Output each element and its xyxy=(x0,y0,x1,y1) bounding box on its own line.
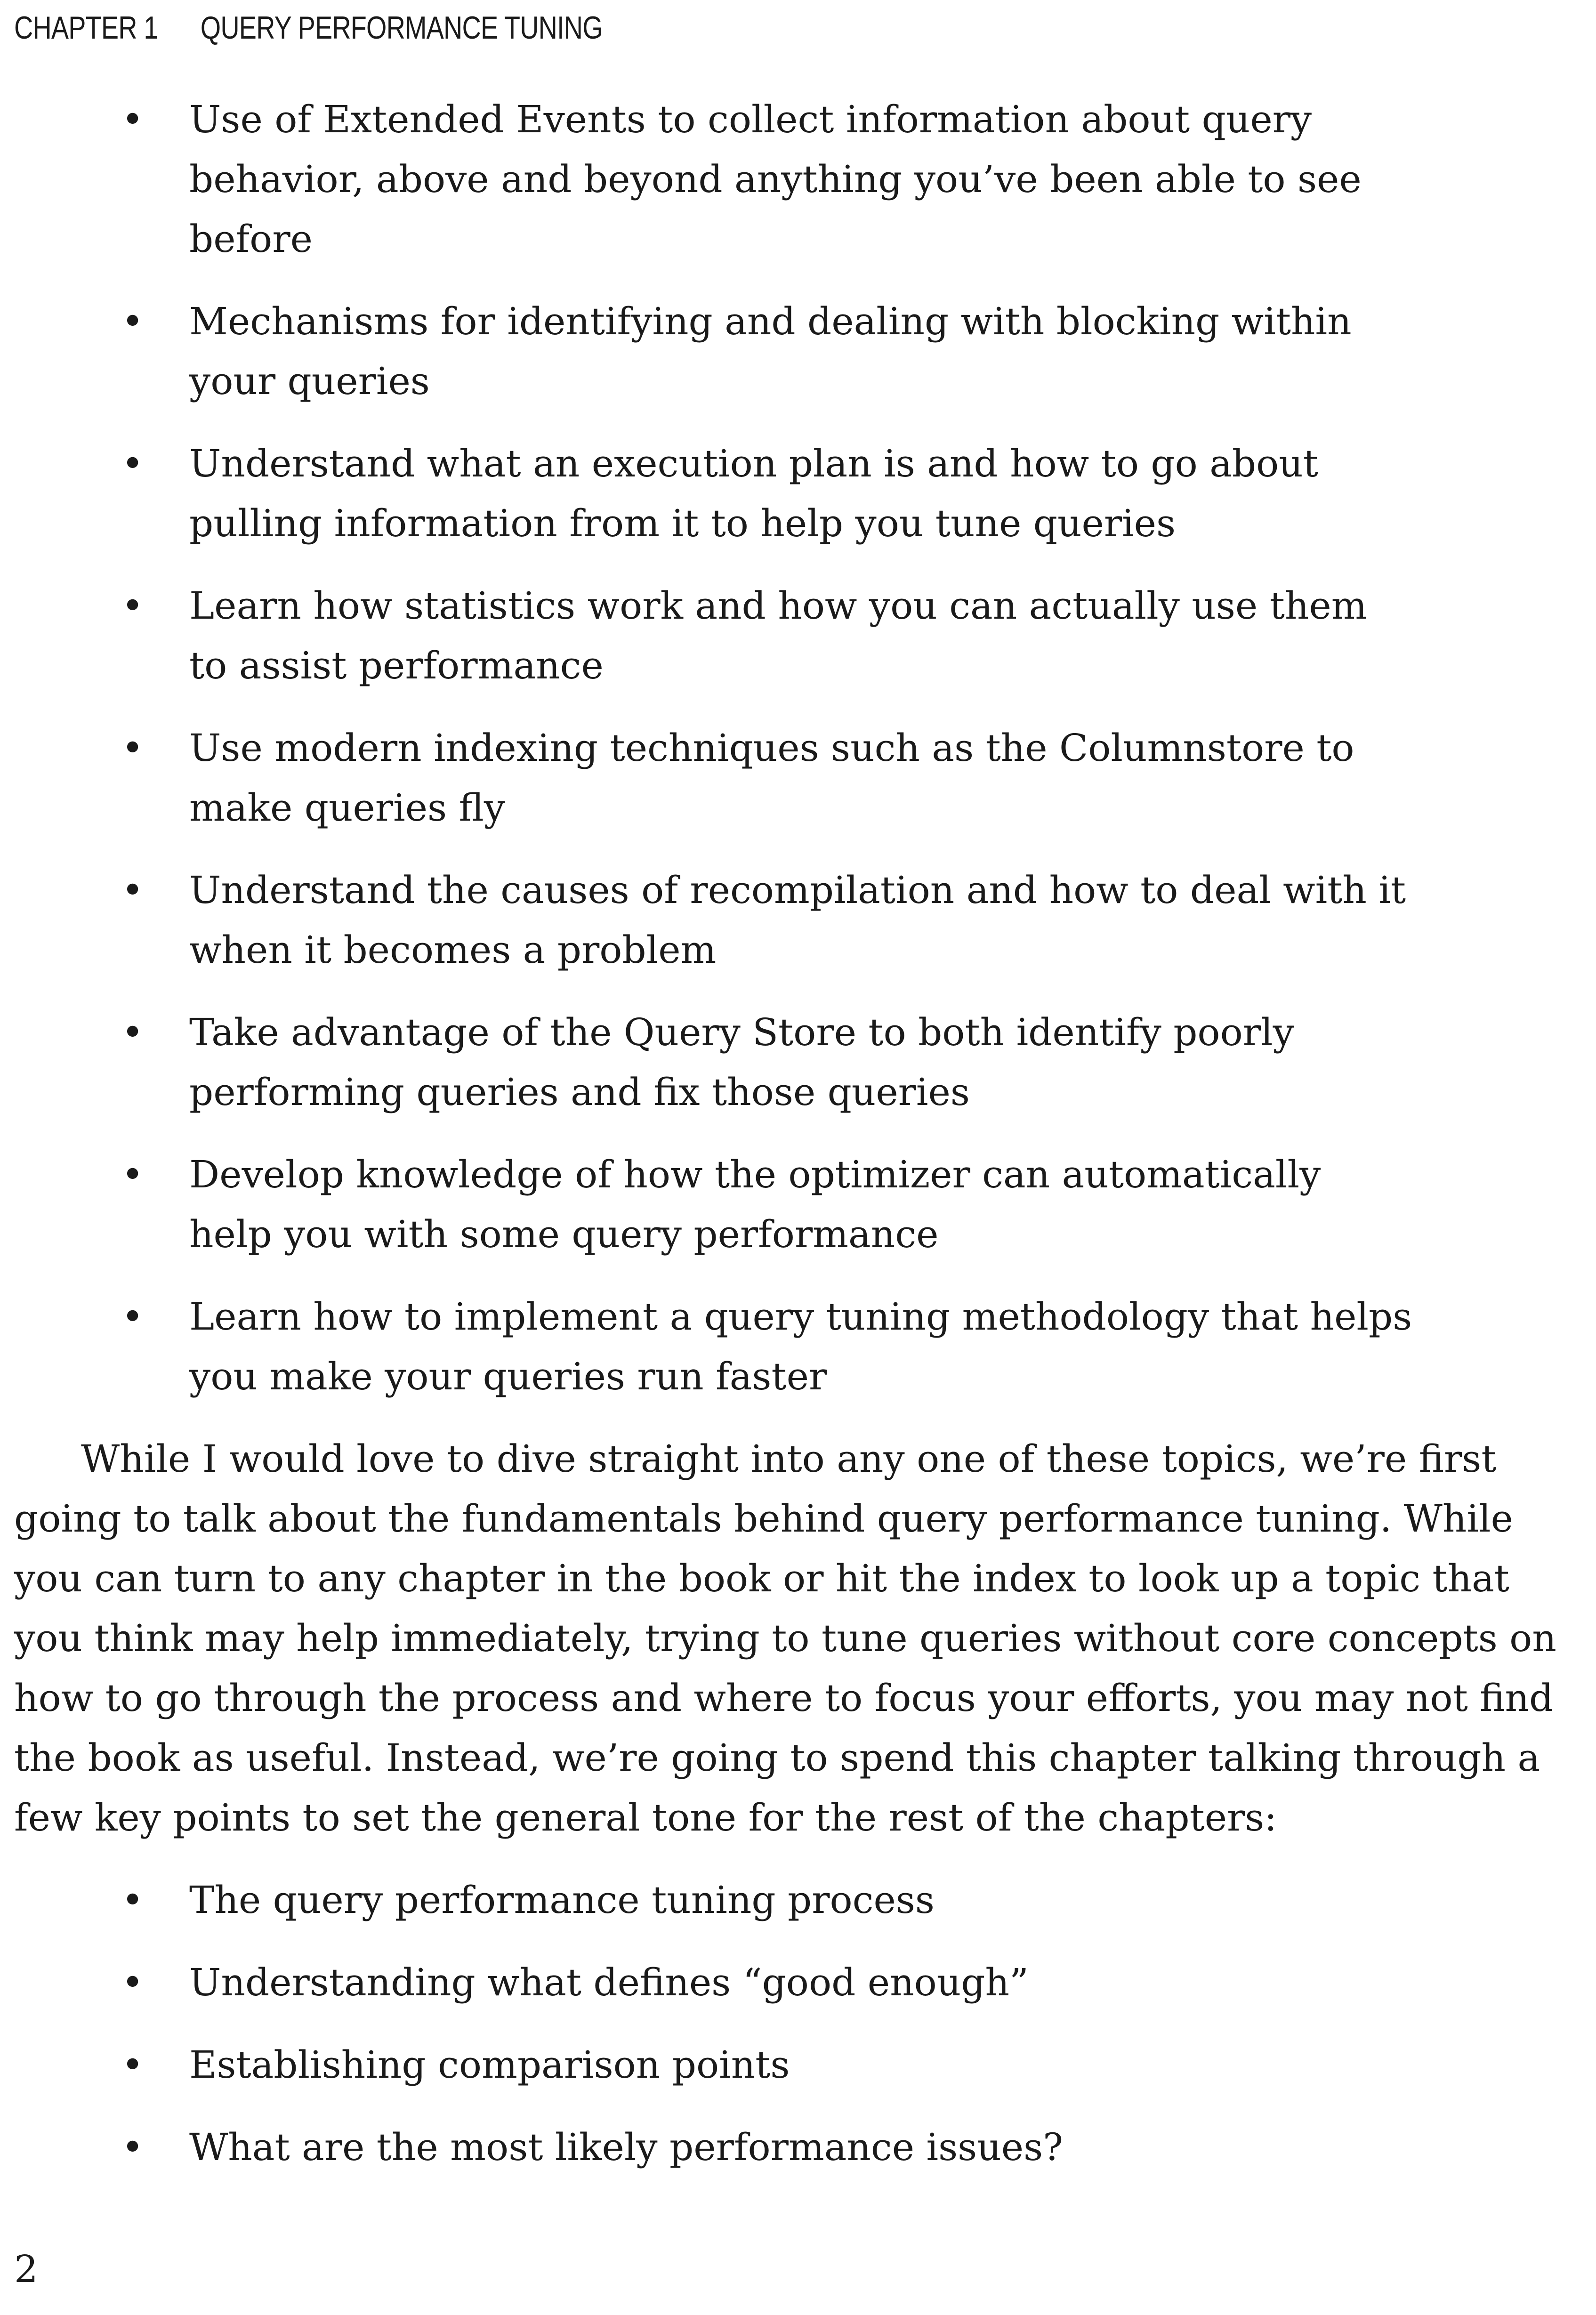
bullet-icon: • xyxy=(121,1153,144,1196)
list-item-text: Develop knowledge of how the optimizer can automatically help you with some query performance xyxy=(189,1153,1321,1256)
list-item xyxy=(14,860,1572,980)
bullet-icon: • xyxy=(121,442,144,485)
list-item-text: Understand what an execution plan is and how to go about pulling information from it to help you tune queries xyxy=(189,442,1318,545)
bullet-icon: • xyxy=(121,584,144,628)
page-number: 2 xyxy=(14,2247,38,2291)
bullet-icon: • xyxy=(121,1960,144,2004)
list-item-text: Understanding what defines “good enough” xyxy=(189,1960,1029,2004)
bullet-icon: • xyxy=(121,2125,144,2169)
list-item-text: What are the most likely performance issues? xyxy=(189,2125,1064,2169)
list-item xyxy=(14,2117,1572,2177)
running-head xyxy=(14,9,603,46)
list-item-text: Use of Extended Events to collect information about query behavior, above and beyond anything you’ve been able to see before xyxy=(189,97,1362,261)
list-item-text: Learn how to implement a query tuning methodology that helps you make your queries run faster xyxy=(189,1295,1412,1398)
bullet-icon: • xyxy=(121,726,144,770)
bullet-icon: • xyxy=(121,2043,144,2087)
list-item-text: Establishing comparison points xyxy=(189,2043,790,2087)
list-item-text: Learn how statistics work and how you can actually use them to assist performance xyxy=(189,584,1367,687)
list-item-text: The query performance tuning process xyxy=(189,1878,935,1922)
list-item-text: Take advantage of the Query Store to both identify poorly performing queries and fix those queries xyxy=(189,1010,1294,1114)
bullet-icon: • xyxy=(121,1295,144,1339)
list-item xyxy=(14,1002,1572,1122)
body-paragraph: While I would love to dive straight into any one of these topics, we’re first going to talk about the fundamentals behind query performance tuning. While you can turn to any chapter in the book or hit the index to look up a topic that you think may help immediately, trying to tune queries without core concepts on how to go through the process and where to focus your efforts, you may not find the book as useful. Instead, we’re going to spend this chapter talking through a few key points to set the general tone for the rest of the chapters: xyxy=(14,1437,1556,1839)
list-item xyxy=(14,2035,1572,2095)
chapter-label: CHAPTER 1 xyxy=(14,10,158,46)
bullet-icon: • xyxy=(121,868,144,912)
topic-list xyxy=(14,89,1572,1406)
list-item xyxy=(14,1287,1572,1406)
bullet-icon: • xyxy=(121,1010,144,1054)
list-item-text: Mechanisms for identifying and dealing with blocking within your queries xyxy=(189,299,1352,403)
list-item xyxy=(14,89,1572,269)
body-text xyxy=(14,89,1572,2200)
list-item xyxy=(14,291,1572,411)
list-item xyxy=(14,434,1572,553)
list-item xyxy=(14,1870,1572,1930)
list-item-text: Understand the causes of recompilation and how to deal with it when it becomes a problem xyxy=(189,868,1406,972)
list-item xyxy=(14,1952,1572,2012)
list-item xyxy=(14,718,1572,838)
list-item xyxy=(14,576,1572,695)
key-points-list xyxy=(14,1870,1572,2177)
list-item xyxy=(14,1145,1572,1264)
bullet-icon: • xyxy=(121,97,144,141)
list-item-text: Use modern indexing techniques such as the Columnstore to make queries fly xyxy=(189,726,1354,830)
bullet-icon: • xyxy=(121,1878,144,1922)
bullet-icon: • xyxy=(121,299,144,343)
chapter-title: QUERY PERFORMANCE TUNING xyxy=(200,10,603,46)
